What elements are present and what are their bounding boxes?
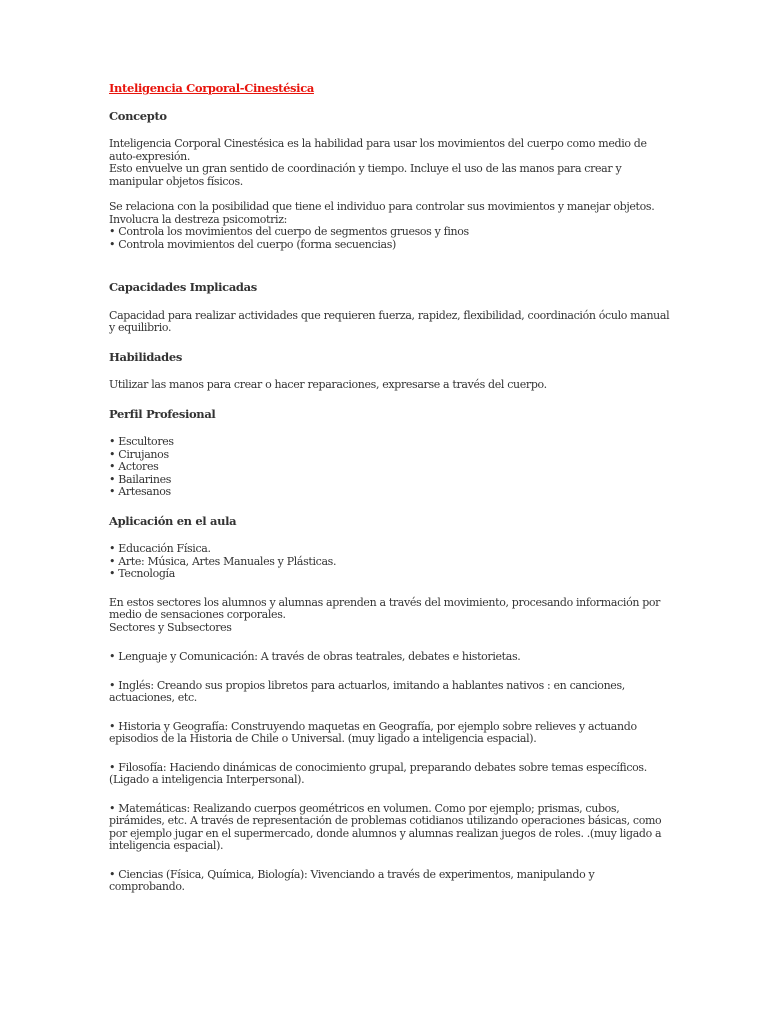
heading-aplicacion-aula: Aplicación en el aula xyxy=(109,513,237,528)
list-item: • Artesanos xyxy=(109,485,171,498)
bullet-matematicas xyxy=(109,803,669,853)
text-line: Sectores y Subsectores xyxy=(109,620,232,634)
heading-capacidades: Capacidades Implicadas xyxy=(109,280,257,294)
bullet-historia xyxy=(109,721,669,746)
list-item: • Cirujanos xyxy=(109,447,169,461)
text-line: Involucra la destreza psicomotriz: xyxy=(109,212,287,226)
list-item: • Bailarines xyxy=(109,472,172,486)
text-line: Capacidad para realizar actividades que requieren fuerza, rapidez, flexibilidad, coordinación óculo manual xyxy=(109,308,670,322)
paragraph-capacidades xyxy=(109,310,669,335)
bullet-ciencias xyxy=(109,869,669,894)
list-item: • Escultores xyxy=(109,435,174,448)
text-line: • Matemáticas: Realizando cuerpos geométricos en volumen. Como por ejemplo; prismas, cubos, xyxy=(109,801,620,815)
text-line: manipular objetos físicos. xyxy=(109,174,243,188)
text-line: (Ligado a inteligencia Interpersonal). xyxy=(109,773,305,786)
text-line: episodios de la Historia de Chile o Universal. (muy ligado a inteligencia espacial). xyxy=(109,732,537,745)
text-line: medio de sensaciones corporales. xyxy=(109,608,286,621)
list-item: • Arte: Música, Artes Manuales y Plásticas. xyxy=(109,554,337,568)
text-line: • Historia y Geografía: Construyendo maquetas en Geografía, por ejemplo sobre relieves y actuando xyxy=(109,719,637,733)
list-item: • Educación Física. xyxy=(109,542,211,555)
list-perfil-profesional xyxy=(109,436,669,499)
text-line: Se relaciona con la posibilidad que tiene el individuo para controlar sus movimientos y manejar objetos. xyxy=(109,200,655,213)
heading-concepto: Concepto xyxy=(109,108,167,123)
text-line: Utilizar las manos para crear o hacer reparaciones, expresarse a través del cuerpo. xyxy=(109,378,547,391)
paragraph-habilidades xyxy=(109,379,669,392)
paragraph-aplicacion xyxy=(109,597,669,635)
paragraph-concepto-1 xyxy=(109,138,669,163)
text-line: • Lenguaje y Comunicación: A través de obras teatrales, debates e historietas. xyxy=(109,650,521,663)
text-line: pirámides, etc. A través de representación de problemas cotidianos utilizando operaciones básicas, como xyxy=(109,814,662,827)
heading-habilidades: Habilidades xyxy=(109,349,182,364)
text-line: • Filosofía: Haciendo dinámicas de conocimiento grupal, preparando debates sobre temas específicos. xyxy=(109,760,647,774)
text-line: • Inglés: Creando sus propios libretos para actuarlos, imitando a hablantes nativos : en canciones, xyxy=(109,678,625,692)
text-line: • Controla movimientos del cuerpo (forma secuencias) xyxy=(109,237,396,251)
text-line: inteligencia espacial). xyxy=(109,839,224,852)
text-line: auto-expresión. xyxy=(109,149,191,163)
text-line: por ejemplo jugar en el supermercado, donde alumnos y alumnas realizan juegos de roles. .(muy ligado a xyxy=(109,826,662,840)
document-title-link[interactable]: Inteligencia Corporal-Cinestésica xyxy=(109,81,314,95)
text-line: Inteligencia Corporal Cinestésica es la habilidad para usar los movimientos del cuerpo como medio de xyxy=(109,137,647,150)
text-line: • Ciencias (Física, Química, Biología): Vivenciando a través de experimentos, manipulando y xyxy=(109,867,595,881)
list-item: • Tecnología xyxy=(109,567,175,580)
text-line: En estos sectores los alumnos y alumnas aprenden a través del movimiento, procesando información por xyxy=(109,595,661,609)
bullet-ingles xyxy=(109,680,669,705)
paragraph-concepto-2 xyxy=(109,163,669,188)
heading-perfil-profesional: Perfil Profesional xyxy=(109,406,216,421)
bullet-filosofia xyxy=(109,762,669,787)
text-line: actuaciones, etc. xyxy=(109,691,197,704)
paragraph-concepto-3 xyxy=(109,201,669,251)
list-item: • Actores xyxy=(109,460,159,473)
text-line: • Controla los movimientos del cuerpo de segmentos gruesos y finos xyxy=(109,225,469,238)
document-page xyxy=(109,82,669,894)
list-aplicacion-aula xyxy=(109,543,669,581)
text-line: Esto envuelve un gran sentido de coordinación y tiempo. Incluye el uso de las manos para crear y xyxy=(109,162,622,175)
text-line: comprobando. xyxy=(109,880,185,893)
bullet-lenguaje xyxy=(109,651,669,664)
text-line: y equilibrio. xyxy=(109,321,172,334)
